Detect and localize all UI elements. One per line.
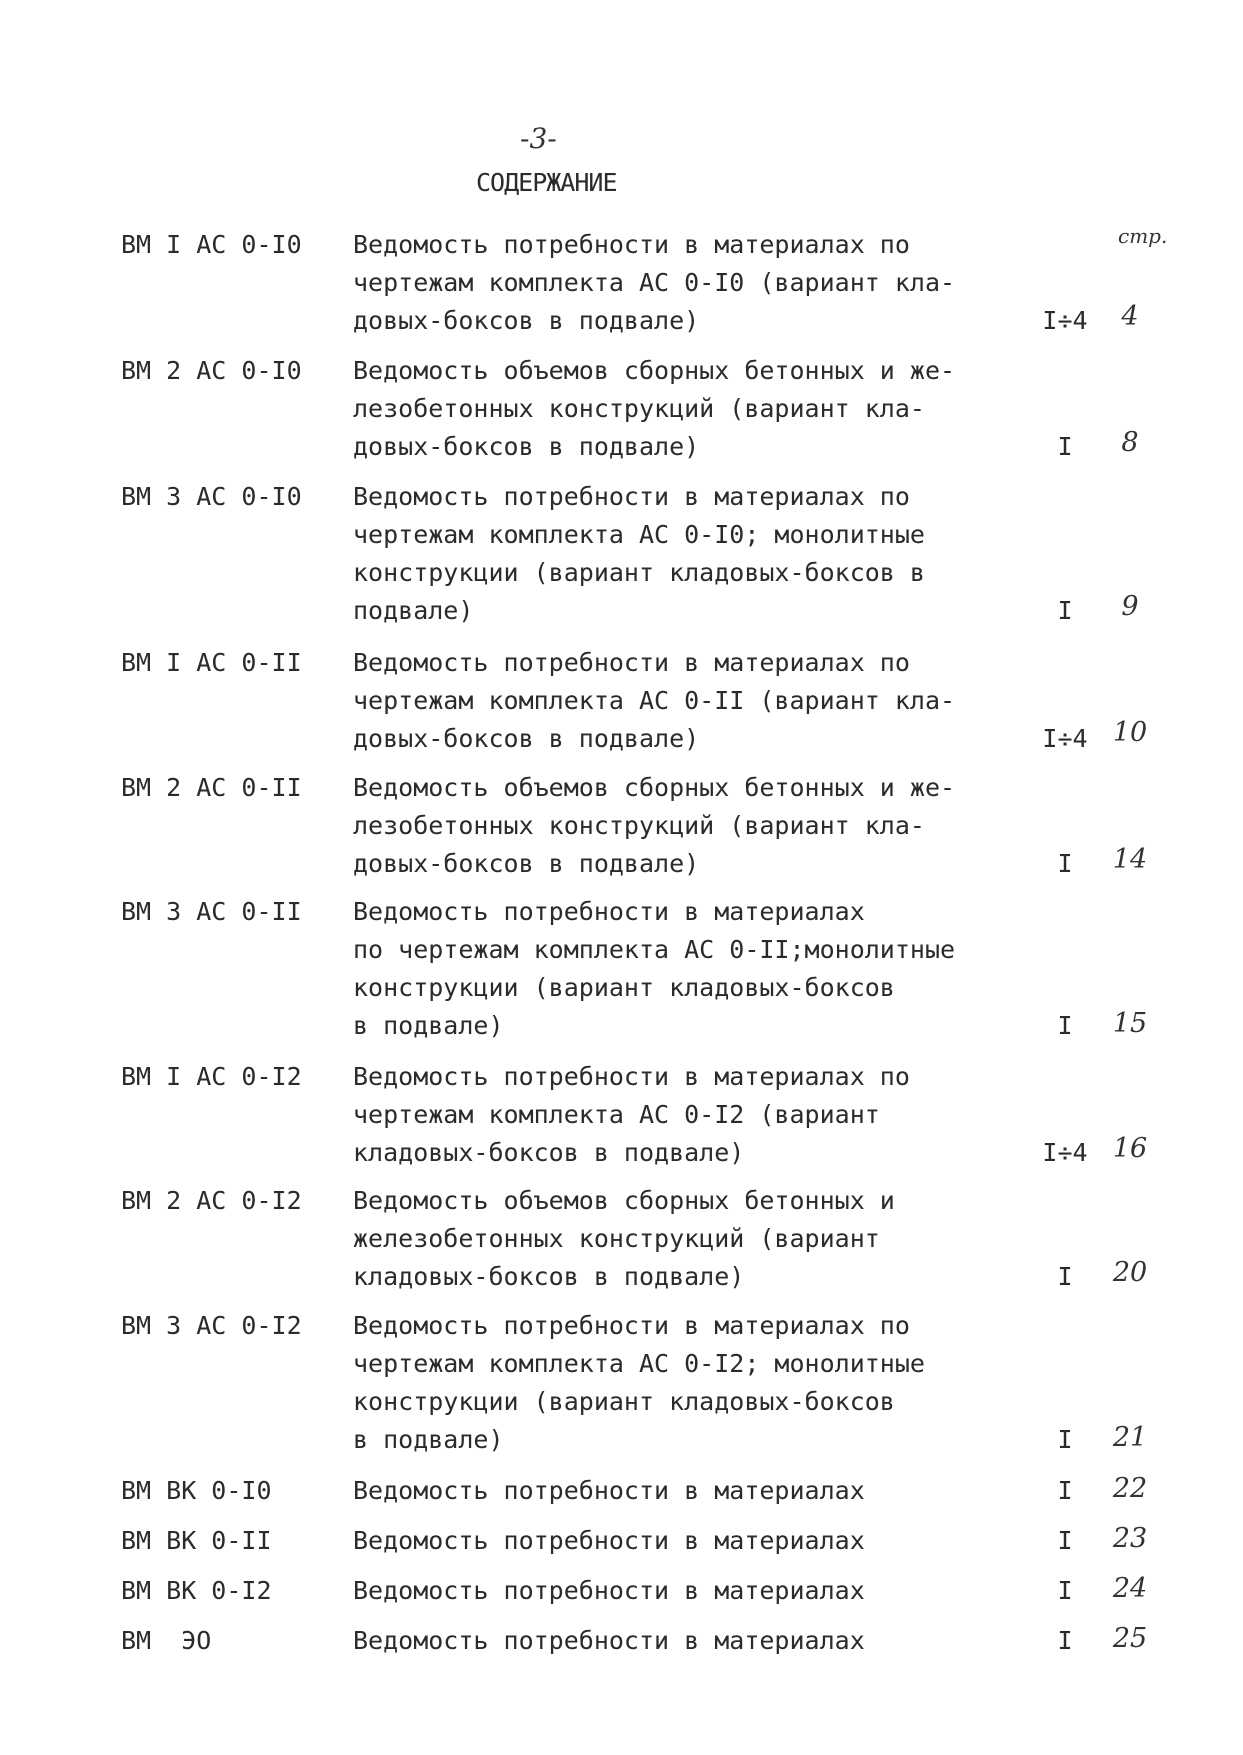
toc-item-description-line: по чертежам комплекта АС 0-II;монолитные: [353, 935, 956, 964]
toc-item-description-line: чертежам комплекта АС 0-I0 (вариант кла-: [353, 268, 956, 297]
toc-item-description-line: довых-боксов в подвале): [353, 724, 700, 753]
toc-item-code: ВМ I АС 0-II: [121, 648, 302, 677]
toc-item-code: ВМ 2 АС 0-I0: [121, 356, 302, 385]
page-column-header: стр.: [1118, 224, 1168, 248]
toc-item-description-line: Ведомость потребности в материалах: [353, 1526, 865, 1555]
toc-item-description-line: Ведомость потребности в материалах: [353, 897, 865, 926]
toc-item-description-line: Ведомость потребности в материалах по: [353, 482, 910, 511]
toc-item-description-line: конструкции (вариант кладовых-боксов: [353, 973, 895, 1002]
toc-item-description-line: железобетонных конструкций (вариант: [353, 1224, 880, 1253]
toc-item-sheets: I÷4: [1042, 1138, 1088, 1167]
toc-item-code: ВМ I АС 0-I0: [121, 230, 302, 259]
toc-item-code: ВМ ЭО: [121, 1626, 212, 1655]
toc-item-page: 9: [1121, 591, 1139, 622]
toc-item-code: ВМ ВК 0-I2: [121, 1576, 272, 1605]
toc-item-sheets: I: [1057, 1425, 1073, 1454]
toc-item-description-line: чертежам комплекта АС 0-I2; монолитные: [353, 1349, 925, 1378]
toc-item-description-line: Ведомость потребности в материалах по: [353, 230, 910, 259]
toc-item-description-line: конструкции (вариант кладовых-боксов: [353, 1387, 895, 1416]
toc-item-sheets: I: [1057, 432, 1073, 461]
toc-item-description-line: конструкции (вариант кладовых-боксов в: [353, 558, 925, 587]
toc-item-description-line: лезобетонных конструкций (вариант кла-: [353, 394, 925, 423]
toc-item-page: 4: [1121, 301, 1139, 332]
toc-item-description-line: кладовых-боксов в подвале): [353, 1138, 745, 1167]
toc-item-page: 15: [1112, 1008, 1148, 1039]
toc-item-page: 14: [1112, 844, 1148, 875]
toc-item-description-line: кладовых-боксов в подвале): [353, 1262, 745, 1291]
toc-item-description-line: Ведомость объемов сборных бетонных и же-: [353, 356, 956, 385]
toc-item-code: ВМ ВК 0-I0: [121, 1476, 272, 1505]
toc-item-sheets: I÷4: [1042, 724, 1088, 753]
toc-item-code: ВМ 2 АС 0-II: [121, 773, 302, 802]
toc-item-sheets: I÷4: [1042, 306, 1088, 335]
toc-item-sheets: I: [1057, 1526, 1073, 1555]
toc-item-description-line: Ведомость объемов сборных бетонных и же-: [353, 773, 956, 802]
toc-item-code: ВМ 3 АС 0-I0: [121, 482, 302, 511]
toc-item-code: ВМ 3 АС 0-II: [121, 897, 302, 926]
toc-item-page: 16: [1112, 1133, 1148, 1164]
toc-item-description-line: в подвале): [353, 1011, 504, 1040]
toc-item-description-line: в подвале): [353, 1425, 504, 1454]
toc-item-page: 21: [1112, 1422, 1148, 1453]
toc-item-description-line: довых-боксов в подвале): [353, 432, 700, 461]
toc-item-sheets: I: [1057, 849, 1073, 878]
toc-item-description-line: Ведомость потребности в материалах по: [353, 648, 910, 677]
toc-item-code: ВМ ВК 0-II: [121, 1526, 272, 1555]
page-title: СОДЕРЖАНИЕ: [476, 168, 617, 197]
toc-item-description-line: Ведомость объемов сборных бетонных и: [353, 1186, 895, 1215]
toc-item-page: 8: [1121, 427, 1139, 458]
toc-item-code: ВМ I АС 0-I2: [121, 1062, 302, 1091]
toc-item-description-line: Ведомость потребности в материалах по: [353, 1062, 910, 1091]
toc-item-description-line: Ведомость потребности в материалах: [353, 1576, 865, 1605]
toc-item-page: 24: [1112, 1573, 1148, 1604]
toc-item-sheets: I: [1057, 1011, 1073, 1040]
toc-item-sheets: I: [1057, 1626, 1073, 1655]
toc-item-code: ВМ 3 АС 0-I2: [121, 1311, 302, 1340]
toc-item-description-line: чертежам комплекта АС 0-I2 (вариант: [353, 1100, 880, 1129]
page-number: -3-: [520, 122, 557, 155]
toc-item-description-line: Ведомость потребности в материалах: [353, 1476, 865, 1505]
toc-item-page: 20: [1112, 1257, 1148, 1288]
toc-item-page: 25: [1112, 1623, 1148, 1654]
toc-item-page: 22: [1112, 1473, 1148, 1504]
toc-item-description-line: довых-боксов в подвале): [353, 849, 700, 878]
toc-item-page: 23: [1112, 1523, 1148, 1554]
toc-item-sheets: I: [1057, 1576, 1073, 1605]
toc-item-sheets: I: [1057, 1476, 1073, 1505]
toc-item-description-line: чертежам комплекта АС 0-I0; монолитные: [353, 520, 925, 549]
toc-item-description-line: лезобетонных конструкций (вариант кла-: [353, 811, 925, 840]
toc-item-description-line: чертежам комплекта АС 0-II (вариант кла-: [353, 686, 956, 715]
toc-item-page: 10: [1112, 717, 1148, 748]
toc-item-description-line: довых-боксов в подвале): [353, 306, 700, 335]
toc-item-description-line: Ведомость потребности в материалах: [353, 1626, 865, 1655]
toc-item-description-line: подвале): [353, 596, 474, 625]
toc-item-sheets: I: [1057, 1262, 1073, 1291]
toc-item-description-line: Ведомость потребности в материалах по: [353, 1311, 910, 1340]
toc-item-code: ВМ 2 АС 0-I2: [121, 1186, 302, 1215]
toc-item-sheets: I: [1057, 596, 1073, 625]
